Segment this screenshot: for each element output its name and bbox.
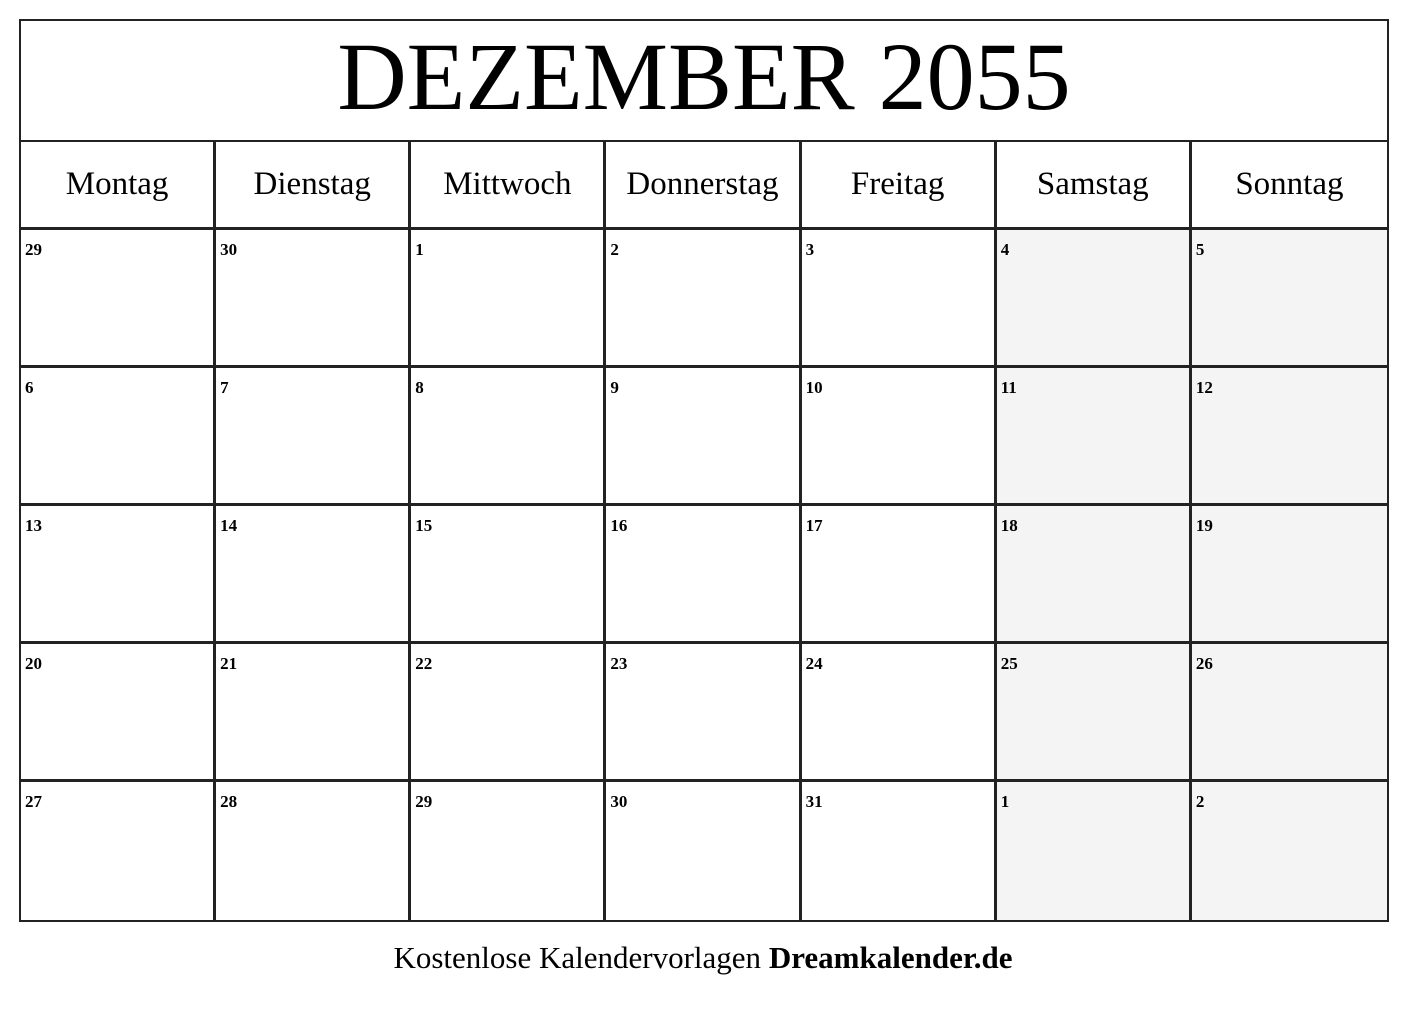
day-number: 29: [25, 240, 42, 259]
day-cell: [606, 506, 801, 644]
day-cell: [21, 782, 216, 920]
calendar-title: [21, 21, 1387, 142]
day-cell: [606, 644, 801, 782]
weekday-saturday: Samstag: [997, 142, 1192, 230]
day-number: 19: [1195, 516, 1213, 535]
day-number: 27: [25, 792, 42, 811]
day-number: 6: [25, 378, 34, 397]
day-number: 25: [1000, 654, 1018, 673]
day-number: 11: [1000, 378, 1017, 397]
day-number: 2: [1195, 792, 1205, 811]
day-cell: [21, 230, 216, 368]
day-cell: [411, 782, 606, 920]
day-cell: [1192, 782, 1387, 920]
day-cell: [1192, 230, 1387, 368]
day-cell: [411, 506, 606, 644]
day-cell: [21, 506, 216, 644]
day-cell: [216, 644, 411, 782]
day-cell: [216, 368, 411, 506]
day-number: 7: [220, 378, 229, 397]
day-number: 23: [610, 654, 628, 673]
day-number: 31: [805, 792, 823, 811]
day-cell: [606, 230, 801, 368]
day-number: 15: [415, 516, 433, 535]
day-number: 26: [1195, 654, 1213, 673]
day-cell: [802, 506, 997, 644]
day-number: 24: [805, 654, 823, 673]
day-number: 17: [805, 516, 823, 535]
day-number: 28: [220, 792, 238, 811]
day-cell: [997, 230, 1192, 368]
day-number: 9: [610, 378, 619, 397]
month-year-label: DEZEMBER 2055: [337, 22, 1071, 130]
day-number: 13: [25, 516, 42, 535]
day-cell: [997, 644, 1192, 782]
day-cell: [216, 782, 411, 920]
day-cell: [997, 368, 1192, 506]
day-cell: [1192, 644, 1387, 782]
day-number: 30: [220, 240, 238, 259]
day-cell: [606, 368, 801, 506]
day-cell: [802, 368, 997, 506]
weekday-friday: Freitag: [802, 142, 997, 230]
day-cell: [802, 230, 997, 368]
day-number: 3: [805, 240, 815, 259]
footer-brand: Dreamkalender.de: [768, 940, 1013, 975]
footer-text: Kostenlose Kalendervorlagen: [393, 940, 762, 975]
day-number: 4: [1000, 240, 1010, 259]
day-cell: [997, 506, 1192, 644]
day-number: 18: [1000, 516, 1018, 535]
day-number: 30: [610, 792, 628, 811]
day-number: 1: [415, 240, 424, 259]
day-cell: [802, 644, 997, 782]
day-number: 2: [610, 240, 619, 259]
day-number: 14: [220, 516, 238, 535]
day-cell: [1192, 368, 1387, 506]
day-number: 1: [1000, 792, 1010, 811]
calendar: [19, 19, 1389, 922]
day-number: 5: [1195, 240, 1205, 259]
day-cell: [411, 368, 606, 506]
footer: [0, 940, 1406, 976]
day-cell: [216, 230, 411, 368]
weekday-tuesday: Dienstag: [216, 142, 411, 230]
day-number: 21: [220, 654, 238, 673]
day-cell: [216, 506, 411, 644]
day-number: 12: [1195, 378, 1213, 397]
day-number: 22: [415, 654, 433, 673]
day-cell: [997, 782, 1192, 920]
day-number: 29: [415, 792, 433, 811]
weekday-sunday: Sonntag: [1192, 142, 1387, 230]
day-cell: [802, 782, 997, 920]
weekday-wednesday: Mittwoch: [411, 142, 606, 230]
day-number: 10: [805, 378, 823, 397]
day-cell: [411, 644, 606, 782]
day-number: 16: [610, 516, 628, 535]
day-cell: [606, 782, 801, 920]
weekday-thursday: Donnerstag: [606, 142, 801, 230]
days-grid: [21, 230, 1387, 920]
day-number: 20: [25, 654, 42, 673]
day-cell: [21, 368, 216, 506]
weekday-header-row: [21, 142, 1387, 230]
day-cell: [1192, 506, 1387, 644]
weekday-monday: Montag: [21, 142, 216, 230]
day-cell: [411, 230, 606, 368]
day-number: 8: [415, 378, 424, 397]
day-cell: [21, 644, 216, 782]
